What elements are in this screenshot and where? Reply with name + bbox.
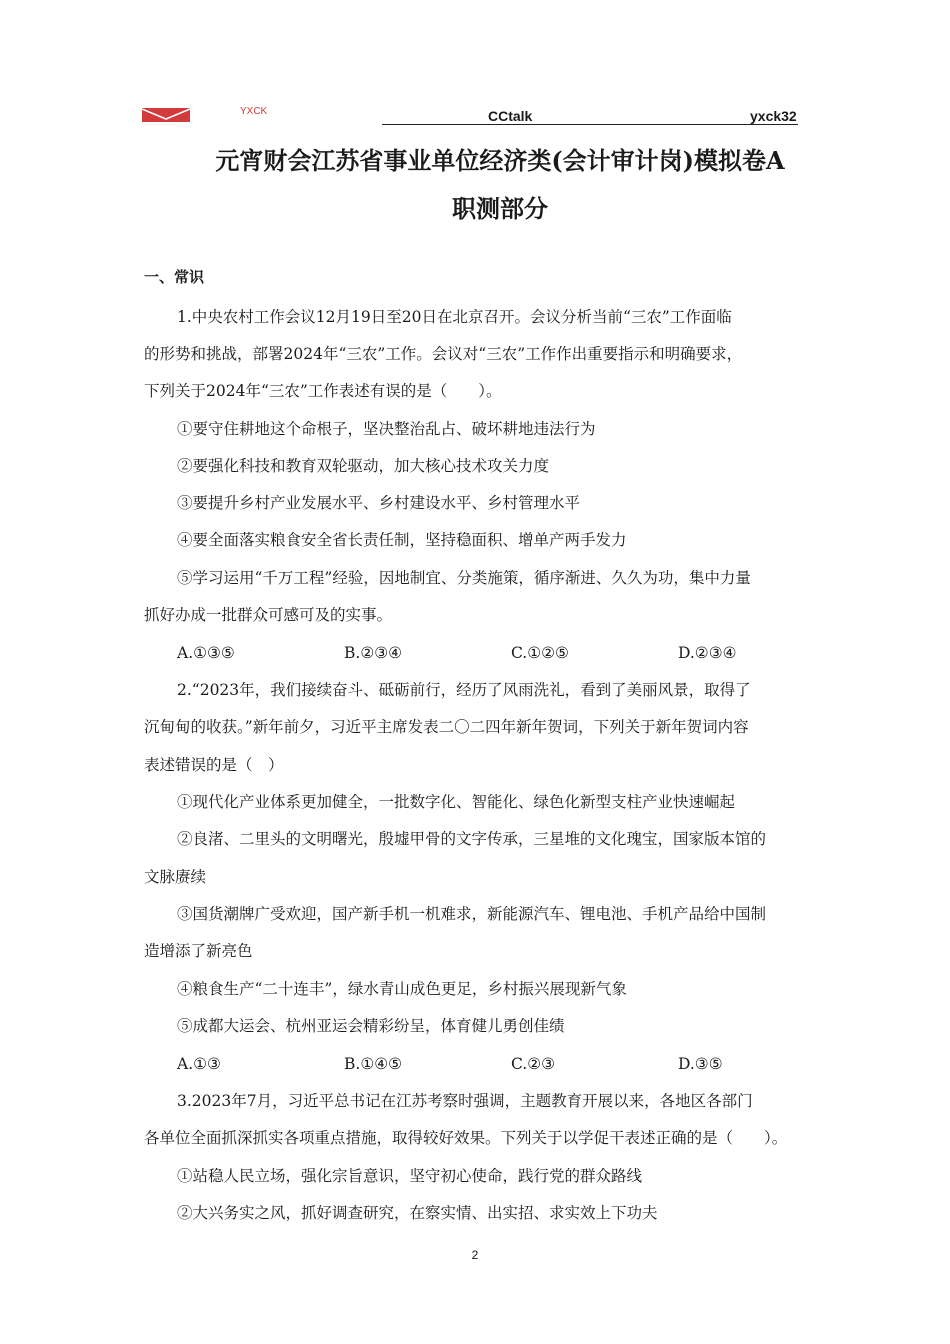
text-line: 表述错误的是（ ） (144, 756, 284, 774)
text-line: ③要提升乡村产业发展水平、乡村建设水平、乡村管理水平 (177, 494, 581, 512)
text-line: ⑤学习运用“千万工程”经验，因地制宜、分类施策，循序渐进、久久为功，集中力量 (177, 569, 751, 587)
option-a: A.①③ (177, 1055, 221, 1073)
text-line: 1.中央农村工作会议12月19日至20日在北京召开。会议分析当前“三农”工作面临 (177, 308, 732, 326)
option-b: B.②③④ (344, 644, 403, 662)
text-line: 文脉赓续 (144, 868, 207, 886)
text-line: 3.2023年7月，习近平总书记在江苏考察时强调，主题教育开展以来，各地区各部门 (177, 1092, 753, 1110)
option-d: D.②③④ (678, 644, 737, 662)
text-line: ⑤成都大运会、杭州亚运会精彩纷呈，体育健儿勇创佳绩 (177, 1017, 565, 1035)
document-subtitle: 职测部分 (452, 194, 548, 223)
text-line: ③国货潮牌广受欢迎，国产新手机一机难求，新能源汽车、锂电池、手机产品给中国制 (177, 905, 767, 923)
option-b: B.①④⑤ (344, 1055, 403, 1073)
text-line: 造增添了新亮色 (144, 942, 253, 960)
header-rule (382, 124, 798, 125)
text-line: 的形势和挑战，部署2024年“三农”工作。会议对“三农”工作作出重要指示和明确要求， (144, 345, 743, 363)
page-number: 2 (471, 1248, 479, 1262)
text-line: 2.“2023年，我们接续奋斗、砥砺前行，经历了风雨洗礼，看到了美丽风景，取得了 (177, 681, 751, 699)
text-line: ①站稳人民立场，强化宗旨意识，坚守初心使命，践行党的群众路线 (177, 1167, 643, 1185)
logo-text: YXCK (240, 106, 268, 117)
logo-envelope-icon (142, 108, 190, 122)
text-line: ①现代化产业体系更加健全，一批数字化、智能化、绿色化新型支柱产业快速崛起 (177, 793, 736, 811)
text-line: 下列关于2024年“三农”工作表述有误的是（ ）。 (144, 382, 502, 400)
option-d: D.③⑤ (678, 1055, 723, 1073)
option-a: A.①③⑤ (177, 644, 235, 662)
header-right-text: yxck32 (750, 108, 797, 124)
option-c: C.②③ (511, 1055, 556, 1073)
text-line: ①要守住耕地这个命根子，坚决整治乱占、破坏耕地违法行为 (177, 420, 596, 438)
text-line: 各单位全面抓深抓实各项重点措施，取得较好效果。下列关于以学促干表述正确的是（ ）。 (144, 1129, 788, 1147)
text-line: ④要全面落实粮食安全省长责任制，坚持稳面积、增单产两手发力 (177, 531, 627, 549)
text-line: ②要强化科技和教育双轮驱动，加大核心技术攻关力度 (177, 457, 550, 475)
text-line: 沉甸甸的收获。”新年前夕，习近平主席发表二〇二四年新年贺词，下列关于新年贺词内容 (144, 718, 749, 736)
header-center-text: CCtalk (488, 108, 533, 124)
section-heading: 一、常识 (144, 268, 205, 286)
text-line: 抓好办成一批群众可感可及的实事。 (144, 606, 393, 624)
text-line: ②良渚、二里头的文明曙光，殷墟甲骨的文字传承，三星堆的文化瑰宝，国家版本馆的 (177, 830, 767, 848)
document-title: 元宵财会江苏省事业单位经济类(会计审计岗)模拟卷A (215, 146, 785, 175)
text-line: ②大兴务实之风，抓好调查研究，在察实情、出实招、求实效上下功夫 (177, 1204, 658, 1222)
option-c: C.①②⑤ (511, 644, 569, 662)
text-line: ④粮食生产“二十连丰”，绿水青山成色更足，乡村振兴展现新气象 (177, 980, 627, 998)
